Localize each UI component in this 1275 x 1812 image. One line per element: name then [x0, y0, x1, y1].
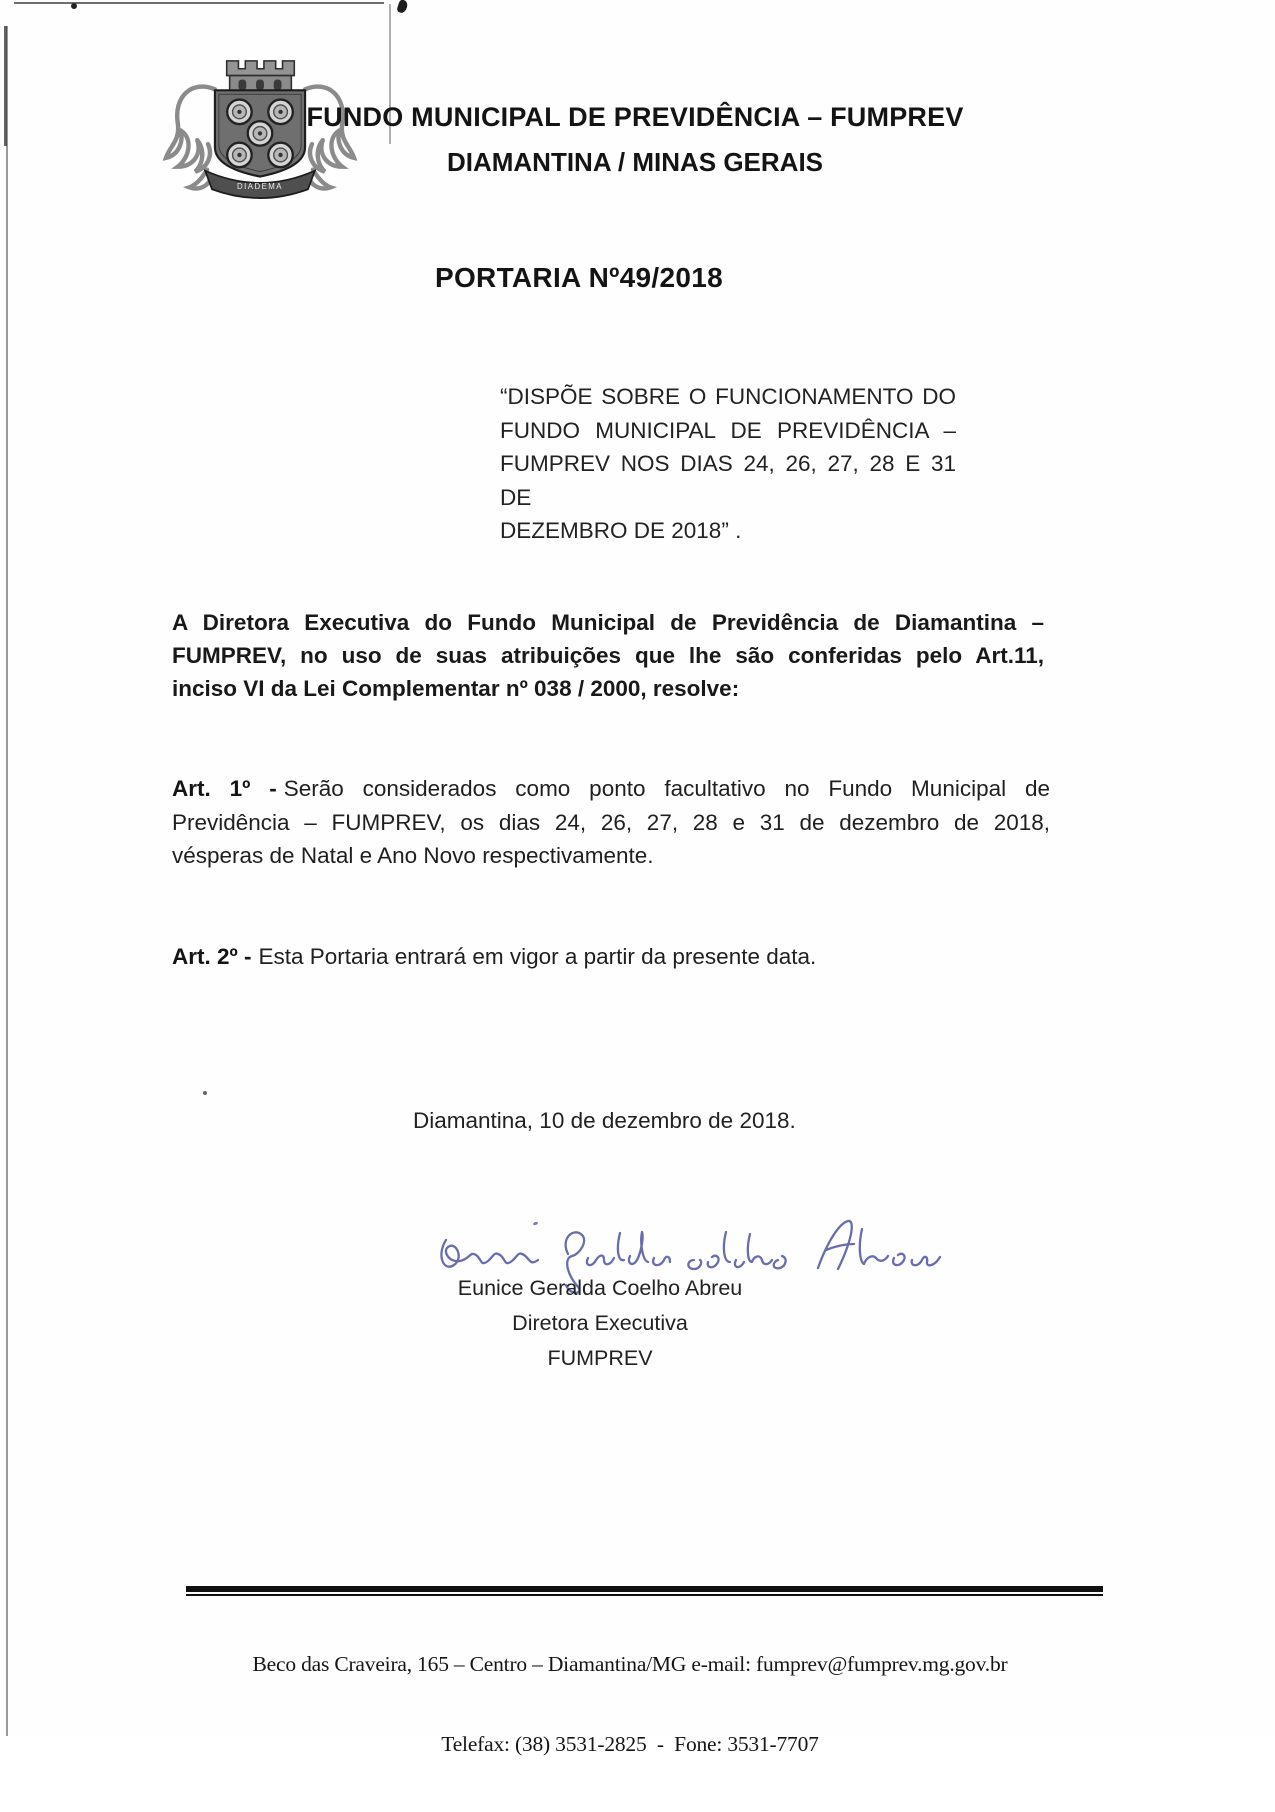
article-2-label: Art. 2º -	[172, 944, 252, 969]
dateline: Diamantina, 10 de dezembro de 2018.	[413, 1108, 796, 1133]
article-1-line: vésperas de Natal e Ano Novo respectivamente.	[172, 843, 654, 868]
preamble-line: FUMPREV, no uso de suas atribuições que lhe são conferidas pelo Art.11,	[172, 643, 1044, 668]
document-title: PORTARIA Nº49/2018	[435, 262, 723, 293]
summary-quote	[500, 380, 956, 548]
quote-line: FUMPREV NOS DIAS 24, 26, 27, 28 E 31 DE	[500, 451, 956, 510]
article-2-text: Esta Portaria entrará em vigor a partir da presente data.	[258, 944, 817, 969]
mural-crown	[227, 61, 295, 90]
preamble	[172, 606, 1044, 705]
preamble-line: A Diretora Executiva do Fundo Municipal de Previdência de Diamantina –	[172, 610, 1044, 635]
quote-line: DEZEMBRO DE 2018” .	[500, 518, 742, 543]
letterhead	[300, 102, 970, 178]
article-1	[172, 772, 1050, 873]
footer-rule	[186, 1586, 1103, 1596]
footer-address: Beco das Craveira, 165 – Centro – Diamantina/MG e-mail: fumprev@fumprev.mg.gov.br	[252, 1652, 1008, 1676]
signatory-role: Diretora Executiva	[512, 1311, 688, 1335]
footer-phones: Telefax: (38) 3531-2825 - Fone: 3531-7707	[441, 1732, 819, 1756]
article-2	[172, 944, 1152, 970]
scan-artifact-left-edge-dark	[4, 26, 7, 146]
signature-block	[430, 1276, 770, 1381]
quote-line: “DISPÕE SOBRE O FUNCIONAMENTO DO	[500, 384, 956, 409]
footer	[150, 1602, 1110, 1812]
scan-artifact-dot	[71, 3, 77, 9]
org-location: DIAMANTINA / MINAS GERAIS	[446, 147, 824, 177]
org-name: FUNDO MUNICIPAL DE PREVIDÊNCIA – FUMPREV	[306, 102, 964, 132]
preamble-line: inciso VI da Lei Complementar nº 038 / 2000, resolve:	[172, 676, 740, 701]
scan-artifact-top-line	[14, 2, 384, 4]
article-1-line	[172, 772, 1050, 806]
signatory-name: Eunice Geralda Coelho Abreu	[457, 1276, 743, 1300]
scan-artifact-tick	[396, 0, 409, 14]
signatory-org: FUMPREV	[547, 1346, 653, 1370]
scan-artifact-dot	[203, 1091, 207, 1095]
crest-motto-text: DIADEMA	[237, 182, 283, 192]
article-1-label: Art. 1º -	[172, 776, 277, 801]
article-1-line: Previdência – FUMPREV, os dias 24, 26, 27, 28 e 31 de dezembro de 2018,	[172, 809, 1050, 835]
scan-artifact-left-edge-line	[6, 26, 8, 1736]
article-1-text: Serão considerados como ponto facultativo no Fundo Municipal de	[283, 776, 1050, 801]
quote-line: FUNDO MUNICIPAL DE PREVIDÊNCIA –	[500, 417, 956, 443]
